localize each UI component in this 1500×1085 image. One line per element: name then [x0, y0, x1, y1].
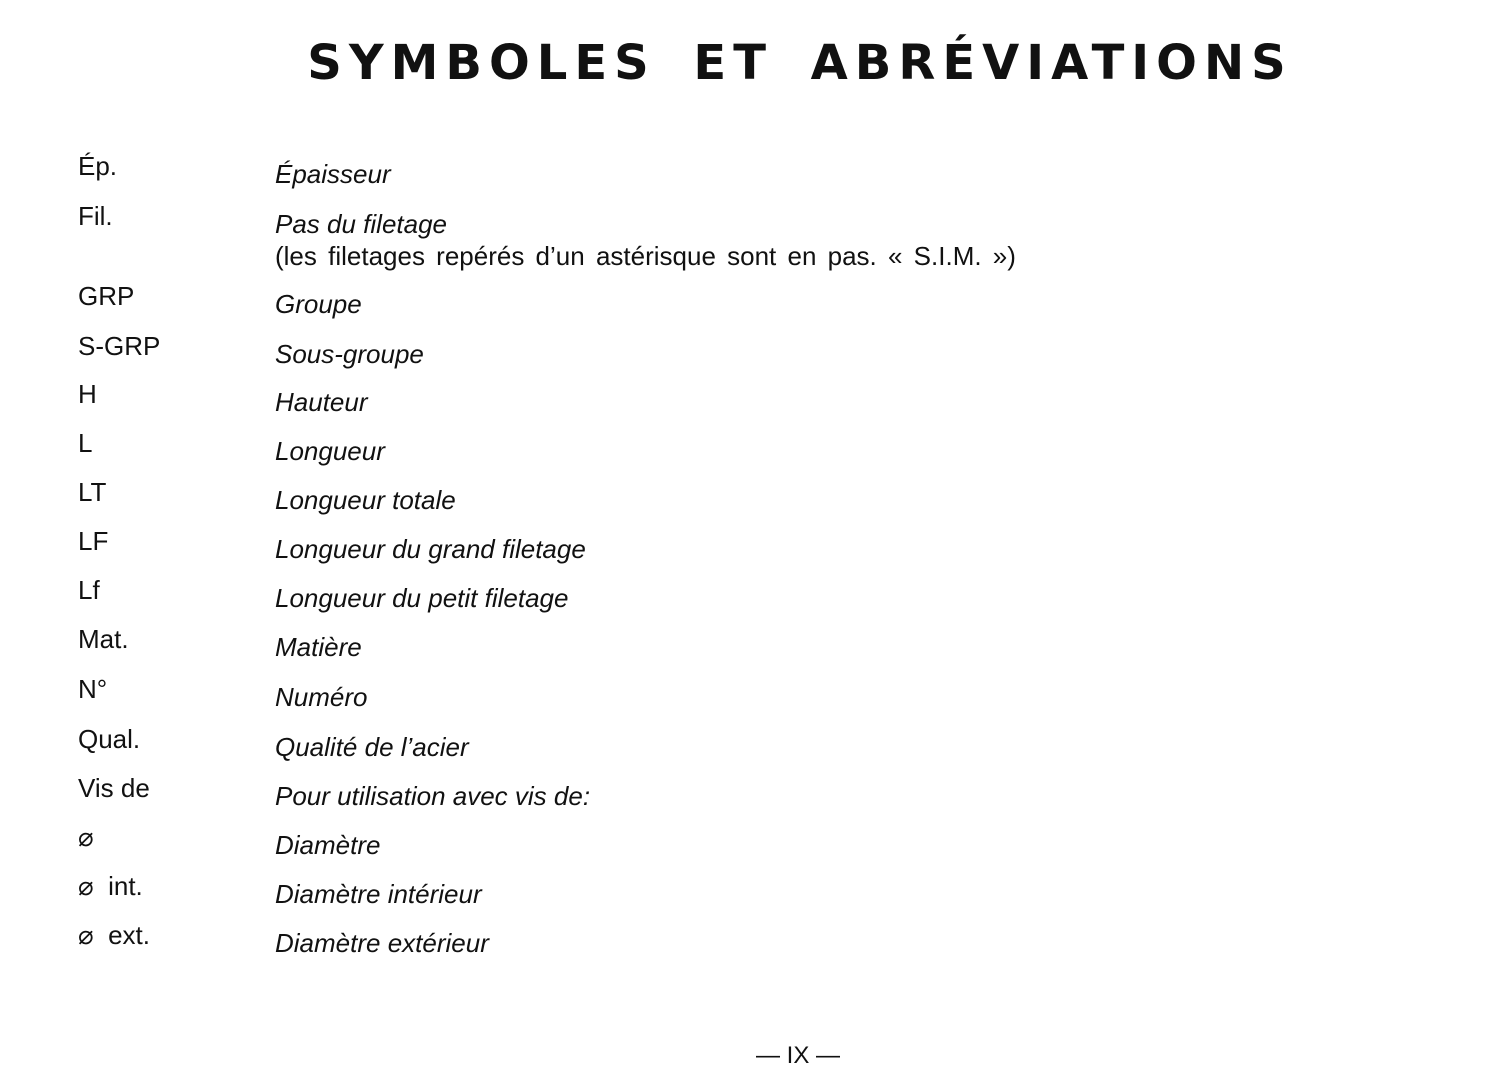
page-title: SYMBOLES ET ABRÉVIATIONS	[307, 35, 1293, 91]
meaning: Diamètre	[275, 830, 381, 860]
meaning: Pour utilisation avec vis de:	[275, 781, 591, 811]
meaning: Longueur du petit filetage	[275, 583, 569, 613]
abbreviation: H	[78, 379, 97, 409]
note: (les filetages repérés d’un astérisque sont en pas. « S.I.M. »)	[275, 241, 1016, 271]
meaning: Matière	[275, 632, 362, 662]
abbreviation: Ép.	[78, 151, 118, 181]
meaning: Numéro	[275, 682, 368, 712]
abbreviation: Fil.	[78, 201, 113, 231]
abbreviation: Lf	[78, 575, 100, 605]
abbreviation: S-GRP	[78, 331, 161, 361]
page-number: — IX —	[755, 1042, 840, 1069]
meaning: Groupe	[275, 289, 362, 319]
abbreviation: LF	[78, 526, 109, 556]
abbreviation: GRP	[78, 281, 135, 311]
meaning: Hauteur	[275, 387, 368, 417]
meaning: Longueur	[275, 436, 385, 466]
meaning: Sous-groupe	[275, 339, 424, 369]
abbreviation: Mat.	[78, 624, 129, 654]
diameter-icon: ⌀	[78, 822, 94, 852]
abbreviation: N°	[78, 674, 108, 704]
abbreviation: L	[78, 428, 93, 458]
abbreviation: LT	[78, 477, 107, 507]
meaning: Qualité de l’acier	[275, 732, 469, 762]
meaning: Longueur du grand filetage	[275, 534, 586, 564]
meaning: Épaisseur	[275, 159, 391, 189]
abbreviation: ⌀ ext.	[78, 920, 151, 950]
meaning: Diamètre extérieur	[275, 928, 489, 958]
abbreviation: ⌀ int.	[78, 871, 143, 901]
meaning: Longueur totale	[275, 485, 456, 515]
meaning: Pas du filetage	[275, 209, 448, 239]
abbreviation: Vis de	[78, 773, 150, 803]
meaning: Diamètre intérieur	[275, 879, 482, 909]
abbreviation: Qual.	[78, 724, 141, 754]
